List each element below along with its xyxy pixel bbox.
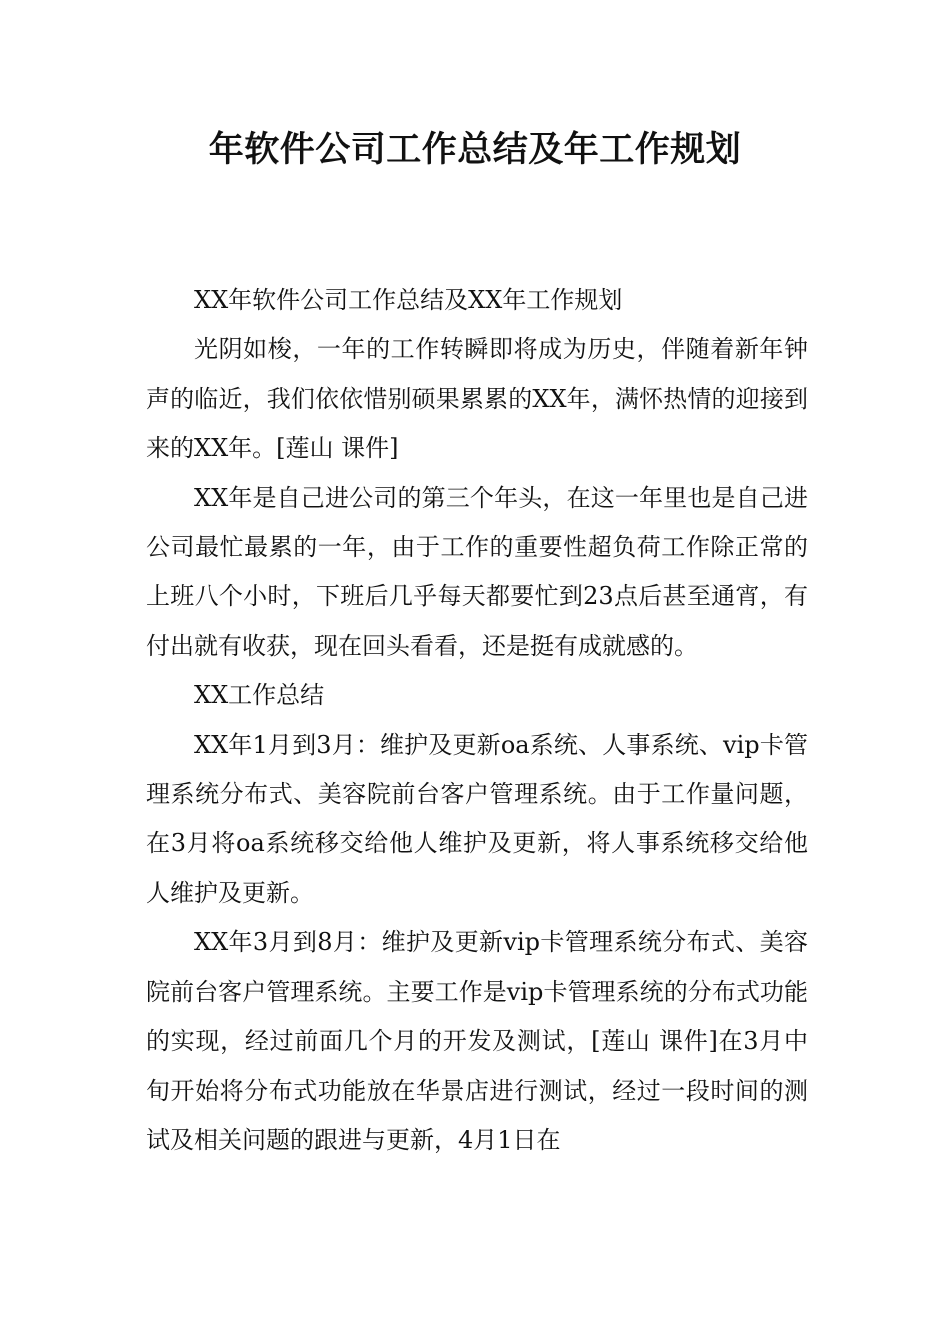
paragraph-year-review: XX年是自己进公司的第三个年头，在这一年里也是自己进公司最忙最累的一年，由于工作的重要性超负荷工作除正常的上班八个小时，下班后几乎每天都要忙到23点后甚至通宵，有付出就有收获，现在回头看看，还是挺有成就感的。 — [146, 483, 808, 660]
paragraph-jan-mar: XX年1月到3月：维护及更新oa系统、人事系统、vip卡管理系统分布式、美容院前台客户管理系统。由于工作量问题，在3月将oa系统移交给他人维护及更新，将人事系统移交给他人维护及更新。 — [146, 730, 808, 907]
paragraph-subtitle: XX年软件公司工作总结及XX年工作规划 — [194, 286, 623, 314]
document-body — [146, 276, 808, 1165]
section-heading-work-summary: XX工作总结 — [194, 681, 325, 710]
paragraph-mar-aug: XX年3月到8月：维护及更新vip卡管理系统分布式、美容院前台客户管理系统。主要工作是vip卡管理系统的分布式功能的实现，经过前面几个月的开发及测试，[莲山 课件]在3月中旬开始将分布式功能放在华景店进行测试，经过一段时间的测试及相关问题的跟进与更新，4月1日在 — [146, 928, 808, 1154]
paragraph-intro: 光阴如梭，一年的工作转瞬即将成为历史，伴随着新年钟声的临近，我们依依惜别硕果累累的XX年，满怀热情的迎接到来的XX年。[莲山 课件] — [146, 335, 808, 463]
document-title: 年软件公司工作总结及年工作规划 — [208, 130, 742, 170]
